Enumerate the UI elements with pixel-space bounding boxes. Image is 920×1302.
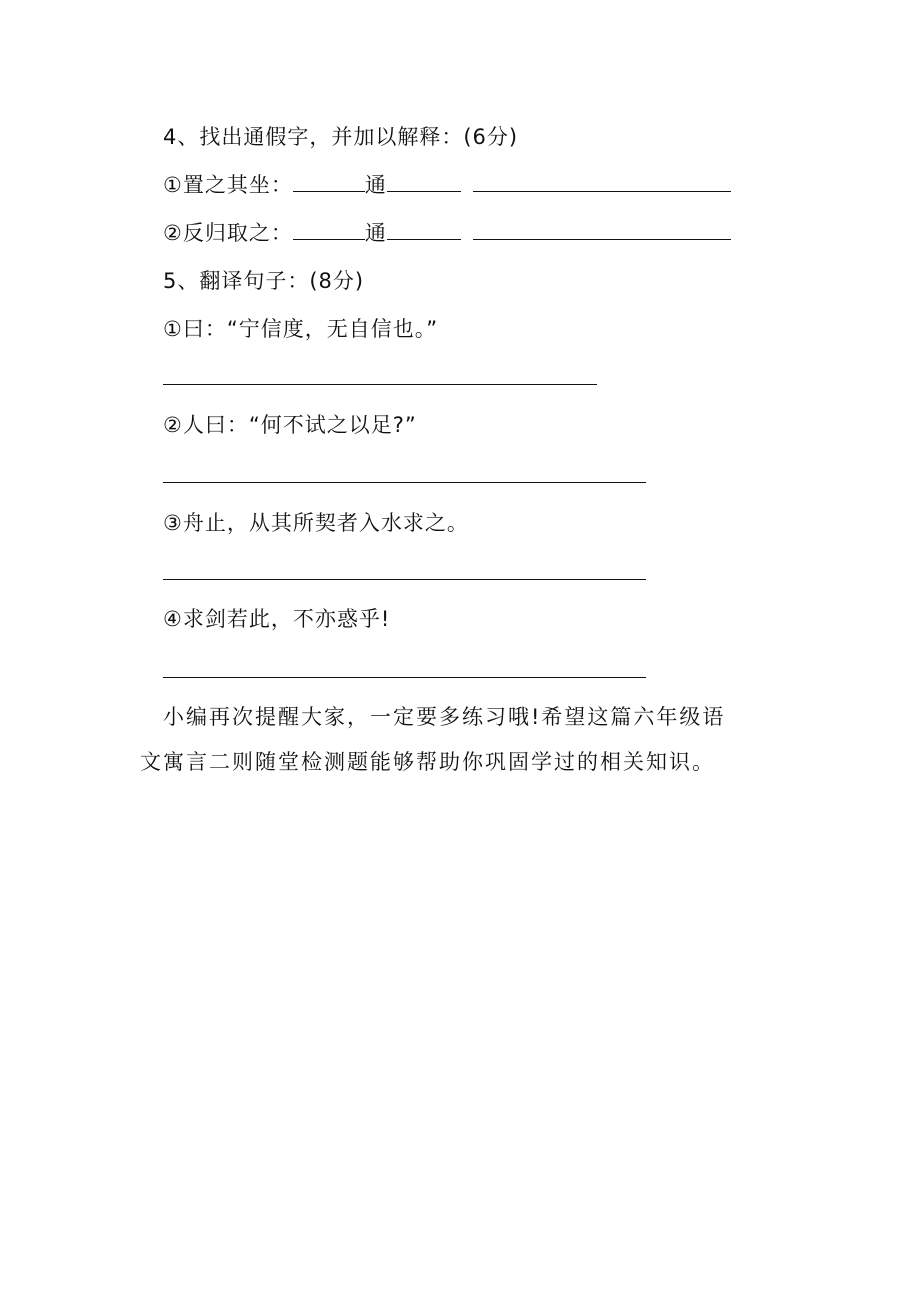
q4-item-2-blank-tong[interactable] [387,221,461,240]
q4-item-2-prefix: ②反归取之： [163,221,293,245]
q5-heading: 5、翻译句子：(8分) [163,269,365,293]
q4-item-2-tong: 通 [364,221,387,245]
q5-sentence-4: ④求剑若此，不亦惑乎! [163,607,391,631]
closing-line-1: 小编再次提醒大家，一定要多练习哦!希望这篇六年级语 [163,705,726,729]
q4-item-1-blank-explanation[interactable] [473,173,731,192]
q4-heading: 4、找出通假字，并加以解释：(6分) [163,125,519,149]
q5-sentence-2: ②人曰：“何不试之以足?” [163,413,417,437]
q4-item-2-blank-explanation[interactable] [473,221,731,240]
q4-item-1-tong: 通 [364,173,387,197]
q4-item-1 [163,170,731,200]
q5-sentence-1: ①曰：“宁信度，无自信也。” [163,317,439,341]
q5-sentence-3: ③舟止，从其所契者入水求之。 [163,511,469,535]
q4-item-1-prefix: ①置之其坐： [163,173,293,197]
q5-answer-line-4[interactable] [163,677,646,678]
q5-answer-line-2[interactable] [163,482,646,483]
q4-item-2-blank-char[interactable] [293,221,365,240]
q5-answer-line-3[interactable] [163,579,646,580]
q5-answer-line-1[interactable] [163,384,597,385]
q4-item-1-blank-tong[interactable] [387,173,461,192]
q4-item-1-blank-char[interactable] [293,173,365,192]
closing-line-2: 文寓言二则随堂检测题能够帮助你巩固学过的相关知识。 [140,750,715,774]
q4-item-2 [163,218,731,248]
